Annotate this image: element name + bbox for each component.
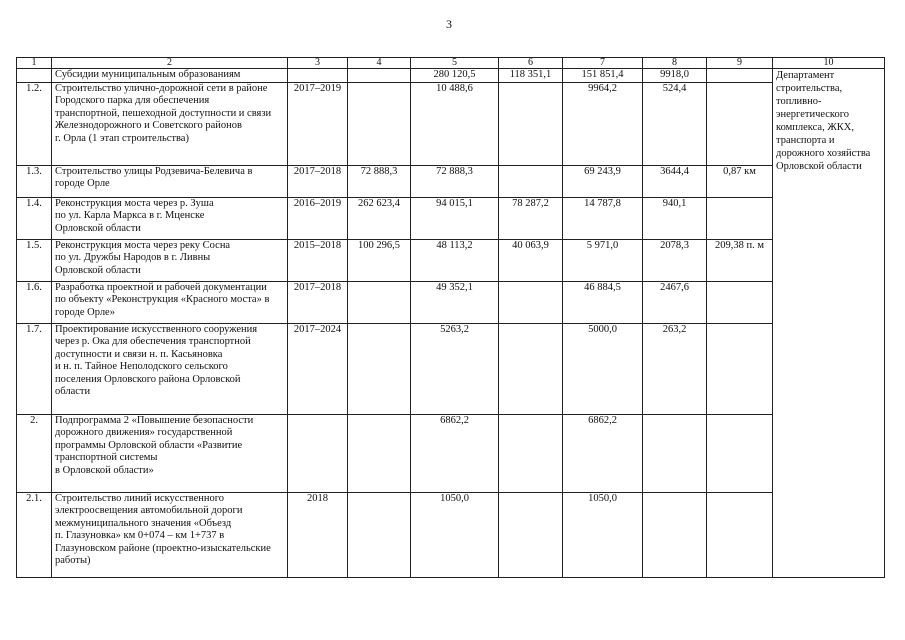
row-total: 262 623,4 xyxy=(348,197,411,239)
row-total xyxy=(348,82,411,165)
row-col8: 2467,6 xyxy=(643,281,707,323)
row-col9 xyxy=(707,197,773,239)
row-period: 2017–2019 xyxy=(288,82,348,165)
row-col8: 524,4 xyxy=(643,82,707,165)
program-table xyxy=(16,57,885,578)
row-col6: 78 287,2 xyxy=(499,197,563,239)
row-col5: 94 015,1 xyxy=(411,197,499,239)
row-col7: 5000,0 xyxy=(563,323,643,414)
row-col8: 263,2 xyxy=(643,323,707,414)
row-col5: 6862,2 xyxy=(411,414,499,492)
row-col6 xyxy=(499,82,563,165)
table-row xyxy=(17,414,885,492)
row-col8: 2078,3 xyxy=(643,239,707,281)
table-row xyxy=(17,165,885,197)
row-col9: 0,87 км xyxy=(707,165,773,197)
row-col5: 5263,2 xyxy=(411,323,499,414)
row-col5: 48 113,2 xyxy=(411,239,499,281)
header-cell: 4 xyxy=(348,58,411,69)
row-name: Подпрограмма 2 «Повышение безопасности дорожного движения» государственной программы Орловской области «Развитие транспортной системы в Орловской области» xyxy=(52,414,288,492)
row-col6 xyxy=(499,492,563,577)
row-number xyxy=(17,69,52,83)
row-col8: 9918,0 xyxy=(643,69,707,83)
header-row xyxy=(17,58,885,69)
header-cell: 8 xyxy=(643,58,707,69)
row-col9: 209,38 п. м xyxy=(707,239,773,281)
row-number: 1.6. xyxy=(17,281,52,323)
row-col6 xyxy=(499,281,563,323)
row-number: 1.3. xyxy=(17,165,52,197)
row-col6 xyxy=(499,414,563,492)
row-period: 2018 xyxy=(288,492,348,577)
header-cell: 1 xyxy=(17,58,52,69)
row-col5: 1050,0 xyxy=(411,492,499,577)
row-col7: 9964,2 xyxy=(563,82,643,165)
page-number: 3 xyxy=(446,17,452,31)
table-row xyxy=(17,69,885,83)
table-row xyxy=(17,82,885,165)
header-cell: 9 xyxy=(707,58,773,69)
row-col8: 3644,4 xyxy=(643,165,707,197)
table-row xyxy=(17,323,885,414)
row-number: 1.4. xyxy=(17,197,52,239)
row-col9 xyxy=(707,69,773,83)
row-col9 xyxy=(707,82,773,165)
header-cell: 7 xyxy=(563,58,643,69)
row-period xyxy=(288,414,348,492)
row-period: 2017–2018 xyxy=(288,281,348,323)
row-col9 xyxy=(707,281,773,323)
row-name: Реконструкция моста через р. Зуша по ул. Карла Маркса в г. Мценске Орловской области xyxy=(52,197,288,239)
table-row xyxy=(17,281,885,323)
header-cell: 3 xyxy=(288,58,348,69)
row-col6: 40 063,9 xyxy=(499,239,563,281)
row-col9 xyxy=(707,492,773,577)
row-name: Разработка проектной и рабочей документации по объекту «Реконструкция «Красного моста» в городе Орле» xyxy=(52,281,288,323)
row-col7: 69 243,9 xyxy=(563,165,643,197)
row-col7: 46 884,5 xyxy=(563,281,643,323)
row-col7: 6862,2 xyxy=(563,414,643,492)
row-total xyxy=(348,414,411,492)
responsible-department: Департамент строительства, топливно- энергетического комплекса, ЖКХ, транспорта и дорожного хозяйства Орловской области xyxy=(773,69,885,578)
row-number: 2.1. xyxy=(17,492,52,577)
row-col6 xyxy=(499,165,563,197)
row-total xyxy=(348,69,411,83)
header-cell: 6 xyxy=(499,58,563,69)
row-name: Строительство линий искусственного электроосвещения автомобильной дороги межмуниципального значения «Объезд п. Глазуновка» км 0+074 – км 1+737 в Глазуновском районе (проектно-изыскательские работы) xyxy=(52,492,288,577)
row-col8 xyxy=(643,492,707,577)
row-col6: 118 351,1 xyxy=(499,69,563,83)
row-col7: 1050,0 xyxy=(563,492,643,577)
row-total xyxy=(348,492,411,577)
row-col6 xyxy=(499,323,563,414)
row-total xyxy=(348,323,411,414)
row-col5: 280 120,5 xyxy=(411,69,499,83)
row-name: Строительство улицы Родзевича-Белевича в городе Орле xyxy=(52,165,288,197)
row-period: 2017–2024 xyxy=(288,323,348,414)
row-number: 1.5. xyxy=(17,239,52,281)
row-col9 xyxy=(707,323,773,414)
row-name: Субсидии муниципальным образованиям xyxy=(52,69,288,83)
row-col8 xyxy=(643,414,707,492)
row-col8: 940,1 xyxy=(643,197,707,239)
row-period: 2017–2018 xyxy=(288,165,348,197)
row-col7: 14 787,8 xyxy=(563,197,643,239)
row-col9 xyxy=(707,414,773,492)
table-row xyxy=(17,239,885,281)
row-col7: 151 851,4 xyxy=(563,69,643,83)
row-name: Строительство улично-дорожной сети в районе Городского парка для обеспечения транспортной, пешеходной доступности и связи Железнодорожного и Советского районов г. Орла (1 этап строительства) xyxy=(52,82,288,165)
table-row xyxy=(17,492,885,577)
row-number: 1.2. xyxy=(17,82,52,165)
header-cell: 10 xyxy=(773,58,885,69)
row-period: 2015–2018 xyxy=(288,239,348,281)
row-total xyxy=(348,281,411,323)
row-period: 2016–2019 xyxy=(288,197,348,239)
row-col5: 10 488,6 xyxy=(411,82,499,165)
row-col5: 72 888,3 xyxy=(411,165,499,197)
row-name: Проектирование искусственного сооружения через р. Ока для обеспечения транспортной доступности и связи н. п. Касьяновка и н. п. Тайное Неполодского сельского поселения Орловского района Орловской области xyxy=(52,323,288,414)
header-cell: 5 xyxy=(411,58,499,69)
header-cell: 2 xyxy=(52,58,288,69)
row-col5: 49 352,1 xyxy=(411,281,499,323)
row-name: Реконструкция моста через реку Сосна по ул. Дружбы Народов в г. Ливны Орловской области xyxy=(52,239,288,281)
row-total: 72 888,3 xyxy=(348,165,411,197)
row-number: 2. xyxy=(17,414,52,492)
row-col7: 5 971,0 xyxy=(563,239,643,281)
row-number: 1.7. xyxy=(17,323,52,414)
row-total: 100 296,5 xyxy=(348,239,411,281)
table-row xyxy=(17,197,885,239)
row-period xyxy=(288,69,348,83)
